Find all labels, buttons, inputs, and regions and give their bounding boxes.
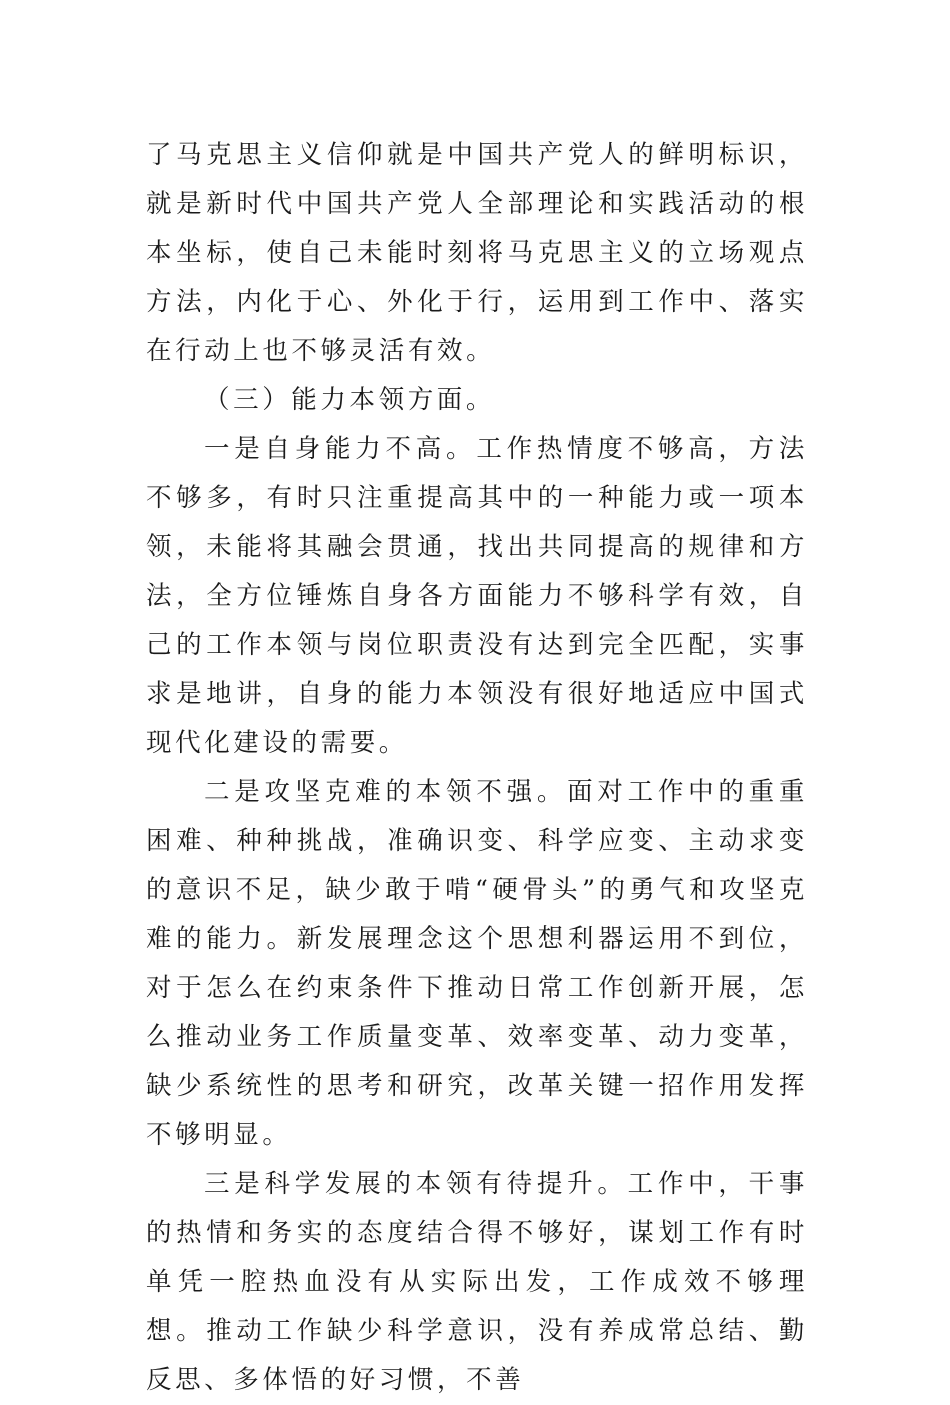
paragraph-point-three: 三是科学发展的本领有待提升。工作中，干事的热情和务实的态度结合得不够好，谋划工作有时单凭一腔热血没有从实际出发，工作成效不够理想。推动工作缺少科学意识，没有养成常总结、勤反思、多体悟的好习惯，不善	[146, 1169, 808, 1395]
paragraph-continuation: 了马克思主义信仰就是中国共产党人的鲜明标识，就是新时代中国共产党人全部理论和实践活动的根本坐标，使自己未能时刻将马克思主义的立场观点方法，内化于心、外化于行，运用到工作中、落实在行动上也不够灵活有效。	[146, 140, 808, 366]
paragraph-point-two: 二是攻坚克难的本领不强。面对工作中的重重困难、种种挑战，准确识变、科学应变、主动求变的意识不足，缺少敢于啃“硬骨头”的勇气和攻坚克难的能力。新发展理念这个思想利器运用不到位，对于怎么在约束条件下推动日常工作创新开展，怎么推动业务工作质量变革、效率变革、动力变革，缺少系统性的思考和研究，改革关键一招作用发挥不够明显。	[146, 777, 808, 1150]
section-heading-ability: （三）能力本领方面。	[204, 385, 496, 415]
paragraph-point-one: 一是自身能力不高。工作热情度不够高，方法不够多，有时只注重提高其中的一种能力或一项本领，未能将其融会贯通，找出共同提高的规律和方法，全方位锤炼自身各方面能力不够科学有效，自己的工作本领与岗位职责没有达到完全匹配，实事求是地讲，自身的能力本领没有很好地适应中国式现代化建设的需要。	[146, 434, 808, 758]
document-body	[146, 131, 808, 1405]
